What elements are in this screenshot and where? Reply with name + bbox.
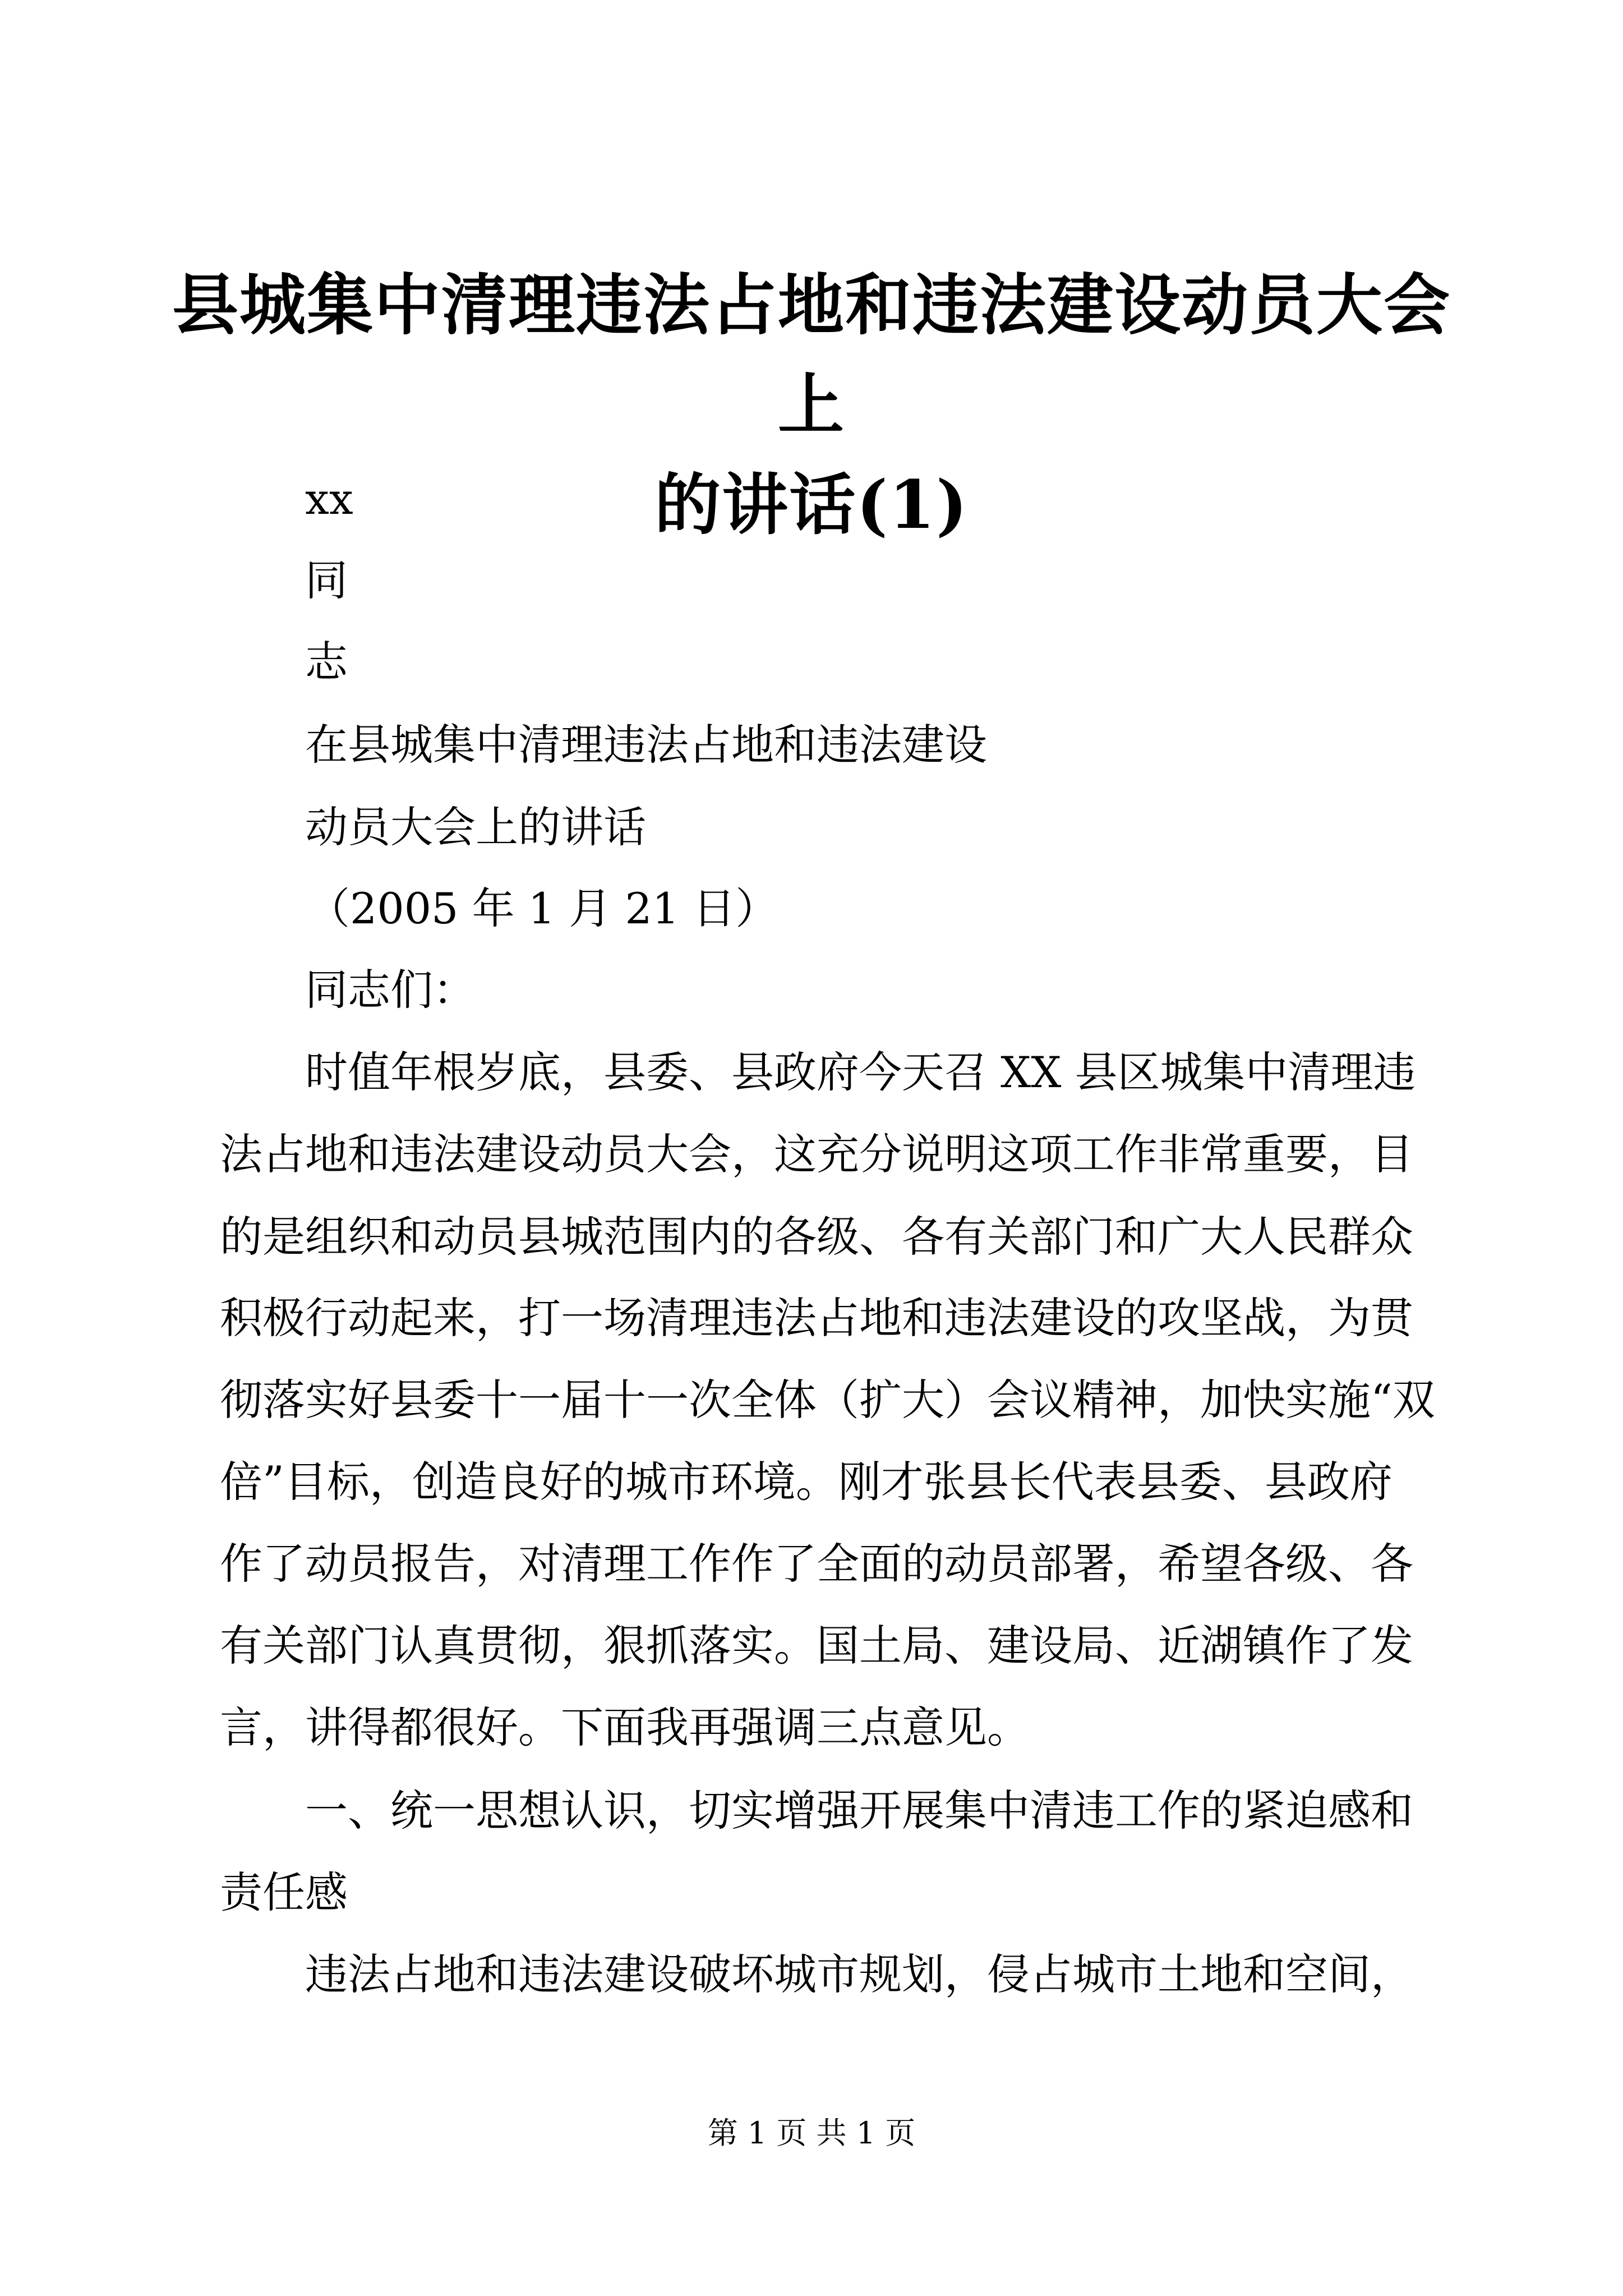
subtitle-line-1: 在县城集中清理违法占地和违法建设: [305, 720, 987, 770]
title-line-1: 县城集中清理违法占地和违法建设动员大会上: [172, 266, 1451, 444]
paragraph-line: 时值年根岁底，县委、县政府今天召 XX 县区城集中清理违: [305, 1047, 1416, 1097]
paragraph-line: 彻落实好县委十一届十一次全体（扩大）会议精神，加快实施“双: [220, 1375, 1435, 1425]
section-heading-line: 责任感: [220, 1867, 348, 1917]
speaker-name: xx: [305, 474, 353, 524]
paragraph-line: 违法占地和违法建设破坏城市规划，侵占城市土地和空间，: [305, 1949, 1413, 1999]
paragraph-line: 作了动员报告，对清理工作作了全面的动员部署，希望各级、各: [220, 1539, 1413, 1589]
speaker-title-char-2: 志: [305, 637, 348, 687]
title-line-2: 的讲话(1): [654, 466, 969, 544]
document-title: [168, 255, 1455, 555]
paragraph-line: 法占地和违法建设动员大会，这充分说明这项工作非常重要，目: [220, 1129, 1413, 1179]
speech-date: （2005 年 1 月 21 日）: [307, 884, 778, 933]
section-heading-line: 一、统一思想认识，切实增强开展集中清违工作的紧迫感和: [305, 1786, 1413, 1835]
paragraph-line: 倍”目标，创造良好的城市环境。刚才张县长代表县委、县政府: [220, 1457, 1393, 1507]
paragraph-line: 有关部门认真贯彻，狠抓落实。国土局、建设局、近湖镇作了发: [220, 1621, 1413, 1671]
paragraph-line: 积极行动起来，打一场清理违法占地和违法建设的攻坚战，为贯: [220, 1293, 1413, 1343]
salutation: 同志们：: [305, 965, 476, 1015]
subtitle-line-2: 动员大会上的讲话: [305, 802, 646, 852]
paragraph-line: 的是组织和动员县城范围内的各级、各有关部门和广大人民群众: [220, 1212, 1413, 1262]
speaker-title-char-1: 同: [305, 555, 348, 605]
page-footer: 第 1 页 共 1 页: [707, 2115, 916, 2151]
paragraph-line: 言，讲得都很好。下面我再强调三点意见。: [220, 1703, 1030, 1752]
